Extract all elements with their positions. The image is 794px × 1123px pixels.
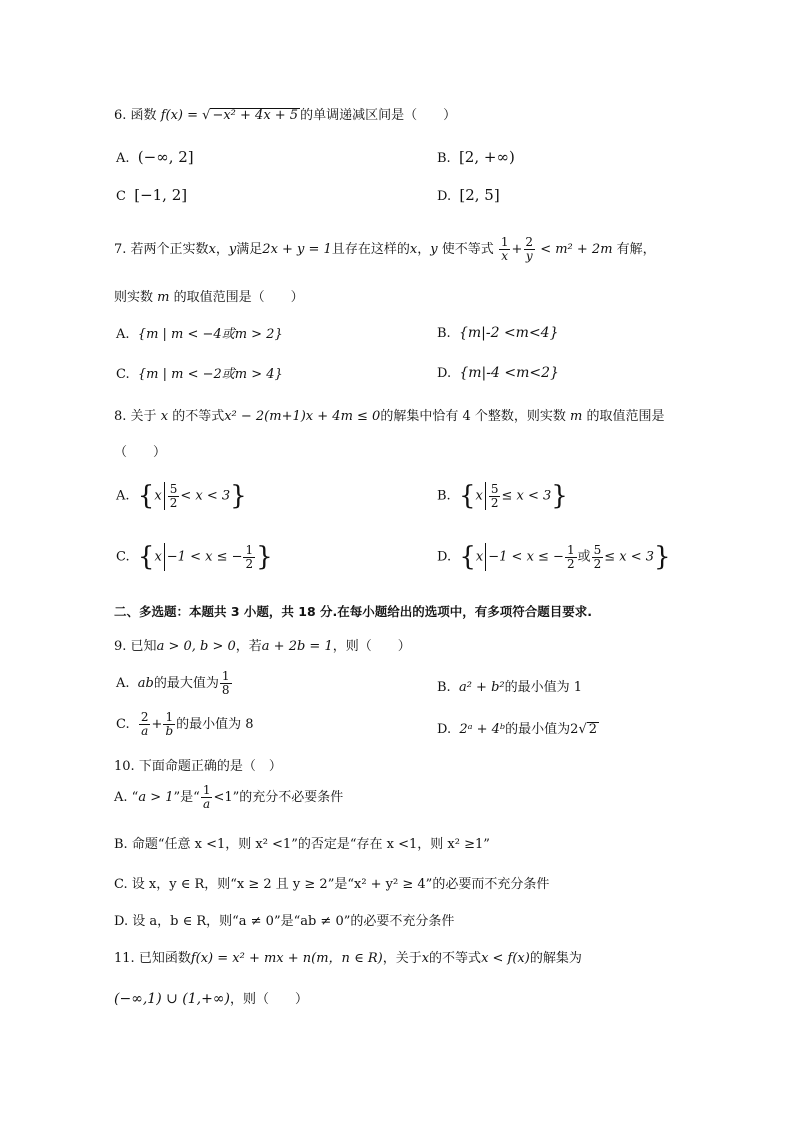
q6-option-d[interactable]: D. [2, 5]	[437, 186, 500, 204]
q8-inequality: x² − 2(m+1)x + 4m ≤ 0	[224, 409, 381, 424]
q6-text: 函数	[130, 108, 157, 123]
q7-frac-2: $\frac{2}{y}$	[525, 235, 534, 263]
q6-radicand: −x² + 4x + 5	[212, 108, 299, 123]
q8-stem: 8. 关于 x 的不等式x² − 2(m+1)x + 4m ≤ 0的解集中恰有 4 个整数，则实数 m 的取值范围是	[114, 409, 665, 424]
section-2-heading: 二、多选题：本题共 3 小题，共 18 分.在每小题给出的选项中，有多项符合题目要求.	[114, 604, 592, 619]
q9-option-b[interactable]: B. a² + b²的最小值为 1	[437, 680, 583, 695]
q9-option-d[interactable]: D. 2ᵃ + 4ᵇ的最小值为2√ 2	[437, 722, 598, 737]
q10-option-a[interactable]: A. “a > 1”是“ $\frac{1}{a}$ <1”的充分不必要条件	[114, 783, 344, 811]
q9-option-a[interactable]: A. ab的最大值为 $\frac{1}{8}$	[116, 669, 230, 697]
q7-option-a[interactable]: A. {m | m < −4或m > 2}	[116, 327, 283, 342]
q7-option-d[interactable]: D. {m|-4 <m<2}	[437, 365, 559, 381]
q9-stem: 9. 已知a > 0, b > 0，若a + 2b = 1，则（ ）	[114, 639, 411, 654]
q10-option-d[interactable]: D. 设 a，b ∈ R，则“a ≠ 0”是“ab ≠ 0”的必要不充分条件	[114, 914, 455, 929]
q8-option-c[interactable]: C. {x −1 < x ≤ − $\frac{1}{2}$ }	[116, 542, 273, 572]
q7-option-c[interactable]: C. {m | m < −2或m > 4}	[116, 367, 283, 382]
q7-frac-1: $\frac{1}{x}$	[500, 235, 509, 263]
q6-tail: 的单调递减区间是（ ）	[300, 108, 457, 123]
q7-stem-line2: 则实数 m 的取值范围是（ ）	[114, 290, 304, 305]
q8-option-d[interactable]: D. {x −1 < x ≤ − $\frac{1}{2}$ 或 $\frac{5}{2}$ ≤ x < 3}	[437, 542, 671, 572]
q6-number: 6.	[114, 108, 131, 123]
q8-option-a[interactable]: A. {x $\frac{5}{2}$ < x < 3}	[116, 481, 247, 511]
q6-stem: 6. 函数 f(x) = √ −x² + 4x + 5 的单调递减区间是（ ）	[114, 108, 457, 123]
q10-option-c[interactable]: C. 设 x，y ∈ R，则“x ≥ 2 且 y ≥ 2”是“x² + y² ≥ 4”的必要而不充分条件	[114, 877, 550, 892]
q8-paren: （ ）	[114, 445, 167, 460]
q6-option-a[interactable]: A. (−∞, 2]	[116, 148, 194, 166]
q11-stem-line2: (−∞,1) ∪ (1,+∞)，则（ ）	[114, 991, 308, 1007]
q9-option-c[interactable]: C. $\frac{2}{a}$ + $\frac{1}{b}$ 的最小值为 8	[116, 710, 254, 738]
q10-option-b[interactable]: B. 命题“任意 x <1，则 x² <1”的否定是“存在 x <1，则 x² ≥1”	[114, 837, 490, 852]
q7-inequality: < m² + 2m	[540, 242, 613, 257]
q7-option-b[interactable]: B. {m|-2 <m<4}	[437, 325, 559, 341]
q8-option-b[interactable]: B. {x $\frac{5}{2}$ ≤ x < 3}	[437, 481, 568, 511]
q10-stem: 10. 下面命题正确的是（ ）	[114, 759, 282, 774]
q11-stem: 11. 已知函数f(x) = x² + mx + n(m，n ∈ R)，关于x的不等式x < f(x)的解集为	[114, 951, 582, 966]
q6-option-c[interactable]: C [−1, 2]	[116, 186, 188, 204]
q7-condition: 2x + y = 1	[262, 242, 332, 257]
q6-option-b[interactable]: B. [2, +∞)	[437, 148, 515, 166]
q6-function: f(x) =	[160, 108, 203, 123]
q7-stem: 7. 若两个正实数x，y满足2x + y = 1且存在这样的x，y 使不等式 $\frac{1}{x}$ + $\frac{2}{y}$ < m² + 2m 有解，	[114, 235, 656, 263]
